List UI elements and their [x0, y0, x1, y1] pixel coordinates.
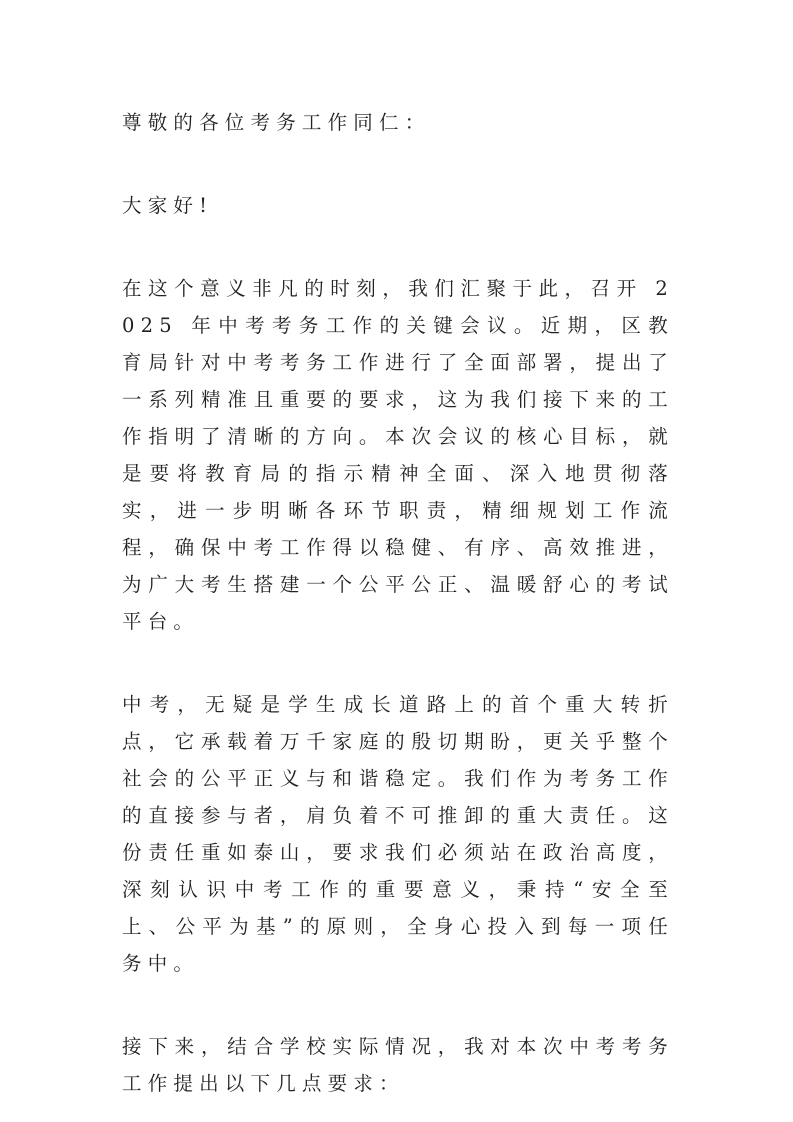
- greeting: 大家好!: [122, 194, 214, 217]
- paragraph-gap: [122, 224, 674, 270]
- paragraph-intro: 在这个意义非凡的时刻，我们汇聚于此，召开 2025 年中考考务工作的关键会议。近期，区教育局针对中考考务工作进行了全面部署，提出了一系列精准且重要的要求，这为我们接下来的工作指明了清晰的方向。本次会议的核心目标，就是要将教育局的指示精神全面、深入地贯彻落实，进一步明晰各环节职责，精细规划工作流程，确保中考工作得以稳健、有序、高效推进，为广大考生搭建一个公平公正、温暖舒心的考试平台。: [122, 277, 674, 633]
- document-page: [122, 104, 674, 1102]
- paragraph-requirements-intro: 接下来，结合学校实际情况，我对本次中考考务工作提出以下几点要求：: [122, 1035, 674, 1095]
- paragraph-gap: [122, 640, 674, 686]
- paragraph-gap: [122, 982, 674, 1028]
- salutation: 尊敬的各位考务工作同仁：: [122, 111, 431, 134]
- paragraph-significance: 中考，无疑是学生成长道路上的首个重大转折点，它承载着万千家庭的殷切期盼，更关乎整个社会的公平正义与和谐稳定。我们作为考务工作的直接参与者，肩负着不可推卸的重大责任。这份责任重如泰山，要求我们必须站在政治高度，深刻认识中考工作的重要意义，秉持“安全至上、公平为基”的原则，全身心投入到每一项任务中。: [122, 693, 674, 975]
- paragraph-gap: [122, 141, 674, 187]
